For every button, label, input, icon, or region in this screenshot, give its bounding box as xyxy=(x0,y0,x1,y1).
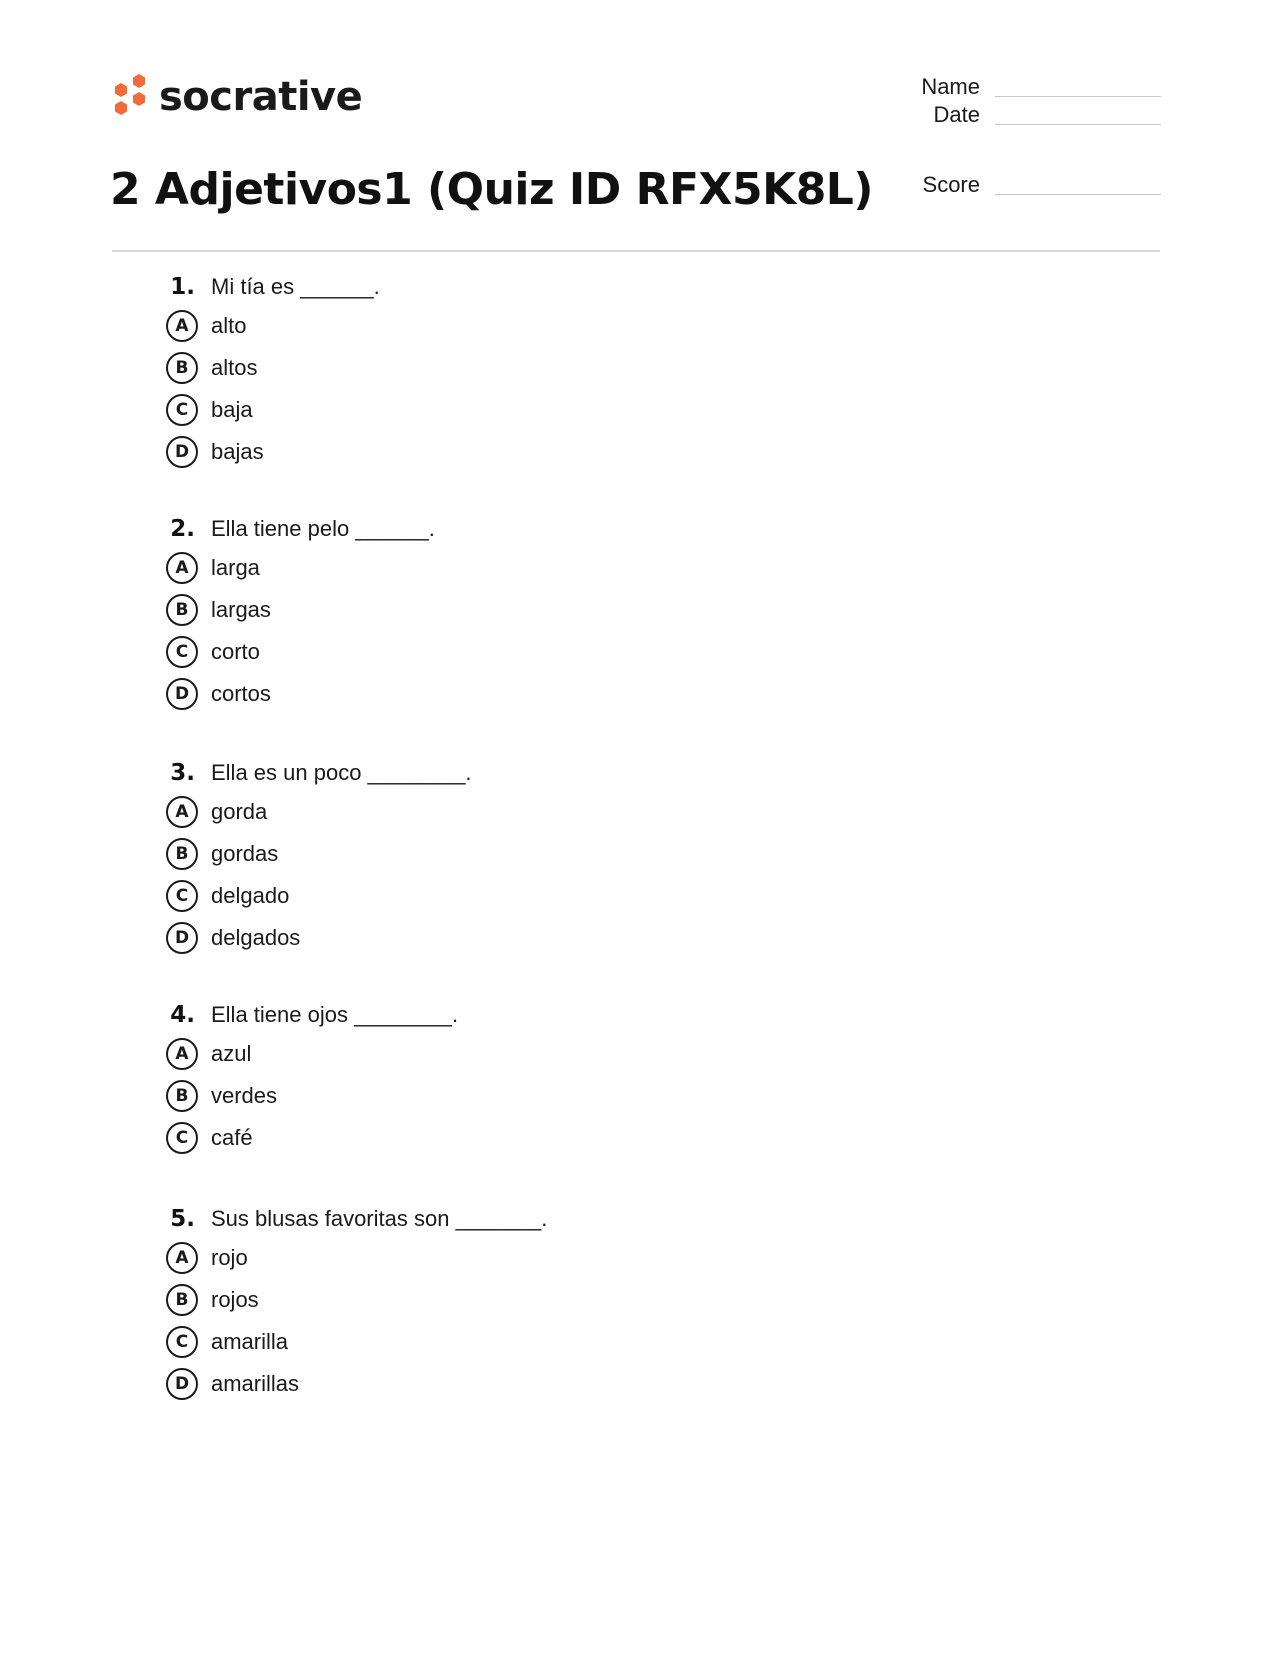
answer-choice-d[interactable] xyxy=(166,922,300,954)
choice-text: largas xyxy=(211,597,271,622)
answer-choice-b[interactable] xyxy=(166,1284,259,1316)
choice-letter-circle[interactable]: C xyxy=(166,1326,198,1358)
choice-text: verdes xyxy=(211,1083,278,1108)
score-line[interactable] xyxy=(995,193,1161,195)
question-header xyxy=(0,274,380,300)
choice-letter-circle[interactable]: A xyxy=(166,310,198,342)
choice-letter-circle[interactable]: A xyxy=(166,1242,198,1274)
answer-choice-b[interactable] xyxy=(166,1080,277,1112)
socrative-hexagons-icon xyxy=(112,73,148,121)
question-number: 3. xyxy=(170,760,195,786)
choice-text: larga xyxy=(211,555,260,580)
name-line[interactable] xyxy=(995,95,1161,97)
question-number: 2. xyxy=(170,516,195,542)
date-field[interactable] xyxy=(880,102,1161,128)
question-text: Ella es un poco ________. xyxy=(211,760,472,785)
date-label: Date xyxy=(933,102,980,127)
answer-choice-d[interactable] xyxy=(166,678,271,710)
choice-text: corto xyxy=(211,639,260,664)
choice-text: rojo xyxy=(211,1245,248,1270)
choice-letter-circle[interactable]: B xyxy=(166,1284,198,1316)
question-text: Ella tiene ojos ________. xyxy=(211,1002,459,1027)
choice-letter-circle[interactable]: B xyxy=(166,594,198,626)
choice-letter-circle[interactable]: B xyxy=(166,352,198,384)
question-text: Mi tía es ______. xyxy=(211,274,380,299)
choice-text: rojos xyxy=(211,1287,259,1312)
header-divider xyxy=(112,250,1160,252)
choice-letter-circle[interactable]: C xyxy=(166,636,198,668)
choice-text: altos xyxy=(211,355,258,380)
answer-choice-a[interactable] xyxy=(166,552,260,584)
choice-letter-circle[interactable]: D xyxy=(166,436,198,468)
choice-letter-circle[interactable]: C xyxy=(166,880,198,912)
answer-choice-b[interactable] xyxy=(166,838,278,870)
choice-text: cortos xyxy=(211,681,271,706)
score-label: Score xyxy=(922,172,980,197)
question-number: 1. xyxy=(170,274,195,300)
choice-letter-circle[interactable]: A xyxy=(166,1038,198,1070)
choice-letter-circle[interactable]: B xyxy=(166,1080,198,1112)
answer-choice-c[interactable] xyxy=(166,1326,288,1358)
name-label: Name xyxy=(921,74,980,99)
name-field[interactable] xyxy=(880,74,1161,100)
answer-choice-b[interactable] xyxy=(166,352,257,384)
question-header xyxy=(0,1002,458,1028)
choice-text: bajas xyxy=(211,439,264,464)
choice-text: gorda xyxy=(211,799,268,824)
answer-choice-c[interactable] xyxy=(166,1122,253,1154)
question-text: Sus blusas favoritas son _______. xyxy=(211,1206,548,1231)
question-header xyxy=(0,1206,547,1232)
choice-text: azul xyxy=(211,1041,252,1066)
date-line[interactable] xyxy=(995,123,1161,125)
choice-text: amarilla xyxy=(211,1329,289,1354)
question-text: Ella tiene pelo ______. xyxy=(211,516,435,541)
choice-text: café xyxy=(211,1125,253,1150)
score-field[interactable] xyxy=(880,172,1161,198)
brand-name: socrative xyxy=(159,74,363,120)
quiz-title: 2 Adjetivos1 (Quiz ID RFX5K8L) xyxy=(110,164,873,215)
question-number: 4. xyxy=(170,1002,195,1028)
choice-letter-circle[interactable]: B xyxy=(166,838,198,870)
answer-choice-c[interactable] xyxy=(166,394,253,426)
question-header xyxy=(0,516,435,542)
answer-choice-d[interactable] xyxy=(166,436,264,468)
answer-choice-c[interactable] xyxy=(166,880,289,912)
choice-letter-circle[interactable]: D xyxy=(166,678,198,710)
choice-letter-circle[interactable]: D xyxy=(166,1368,198,1400)
choice-letter-circle[interactable]: C xyxy=(166,394,198,426)
question-header xyxy=(0,760,472,786)
answer-choice-a[interactable] xyxy=(166,310,246,342)
choice-letter-circle[interactable]: A xyxy=(166,552,198,584)
choice-text: delgados xyxy=(211,925,301,950)
answer-choice-a[interactable] xyxy=(166,1242,248,1274)
choice-text: gordas xyxy=(211,841,279,866)
answer-choice-a[interactable] xyxy=(166,796,267,828)
answer-choice-c[interactable] xyxy=(166,636,260,668)
question-number: 5. xyxy=(170,1206,195,1232)
choice-letter-circle[interactable]: A xyxy=(166,796,198,828)
choice-text: delgado xyxy=(211,883,290,908)
answer-choice-b[interactable] xyxy=(166,594,271,626)
answer-choice-a[interactable] xyxy=(166,1038,251,1070)
choice-letter-circle[interactable]: C xyxy=(166,1122,198,1154)
choice-letter-circle[interactable]: D xyxy=(166,922,198,954)
choice-text: amarillas xyxy=(211,1371,300,1396)
socrative-logo xyxy=(112,73,362,121)
choice-text: alto xyxy=(211,313,247,338)
choice-text: baja xyxy=(211,397,253,422)
answer-choice-d[interactable] xyxy=(166,1368,299,1400)
